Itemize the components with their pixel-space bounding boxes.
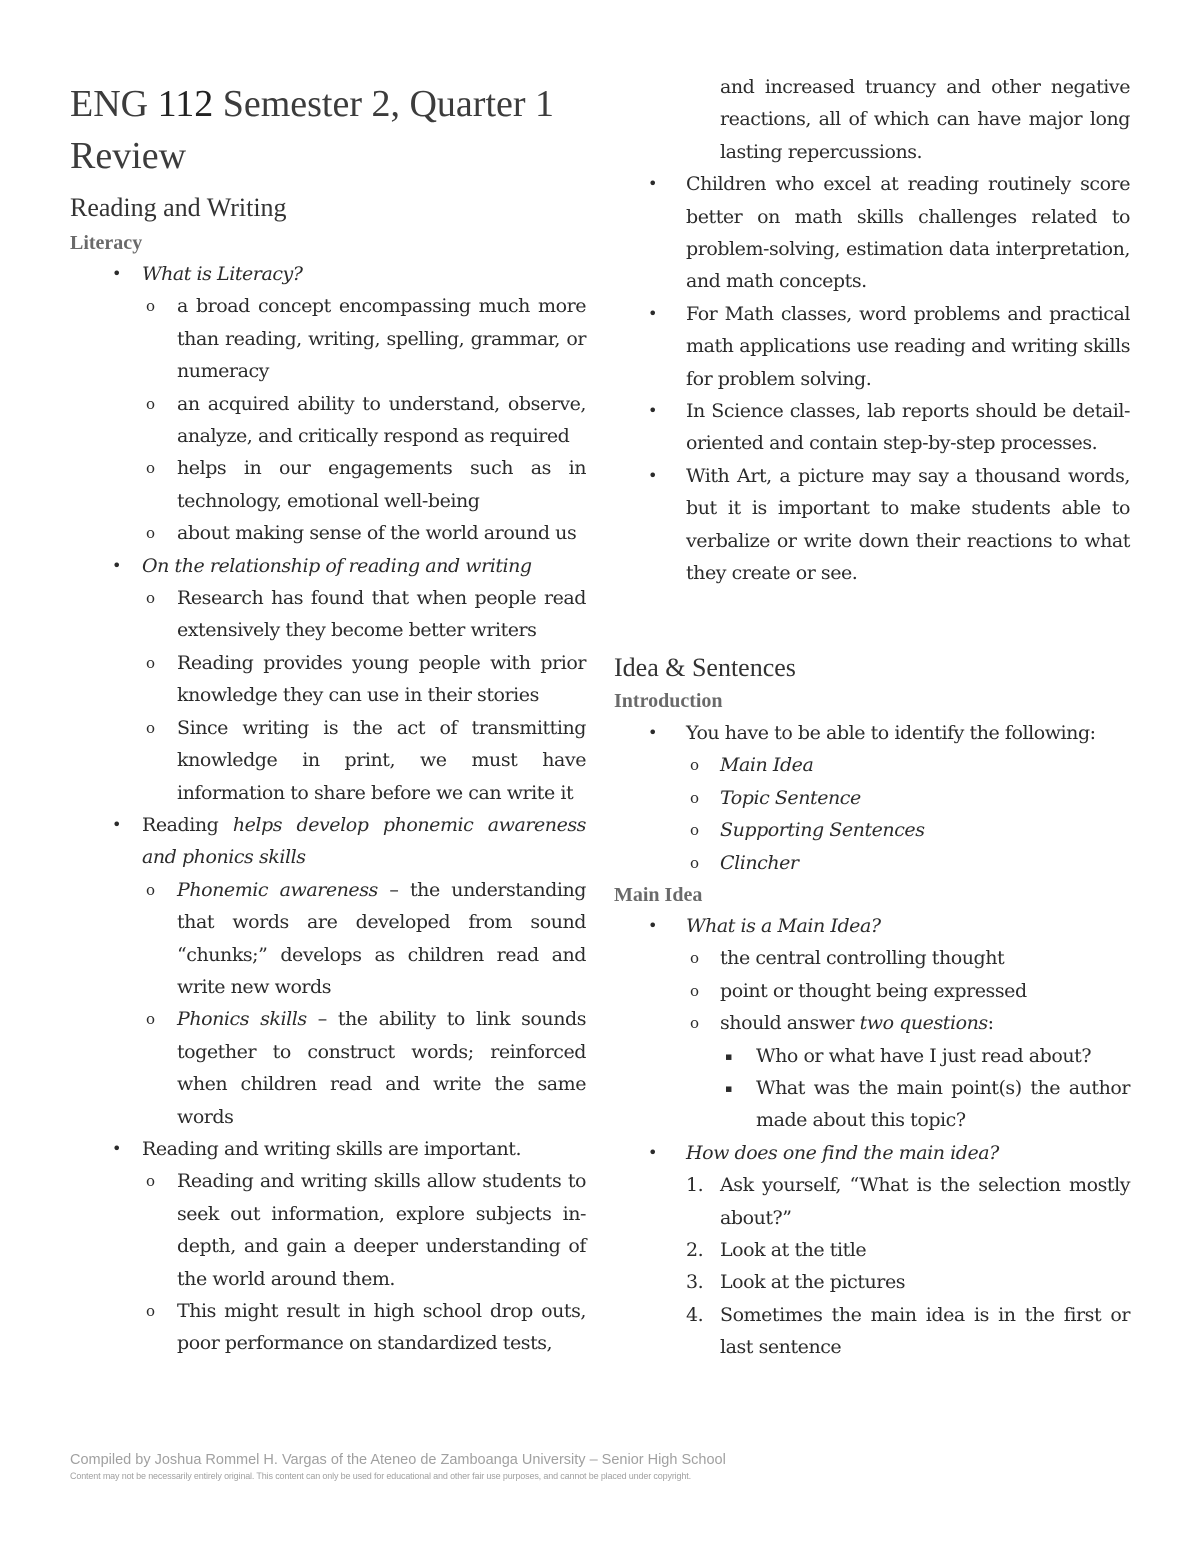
list-item: • With Art, a picture may say a thousand words, but it is important to make students able to verbalize or write down their reactions to what they create or see. (648, 464, 1130, 585)
list-item: o about making sense of the world around us (146, 522, 577, 545)
footer-credit: Compiled by Joshua Rommel H. Vargas of the Ateneo de Zamboanga University – Senior High School (70, 1452, 726, 1468)
list-item: ▪ Who or what have I just read about? (725, 1044, 1092, 1067)
list-item: o Research has found that when people read extensively they become better writers (146, 587, 586, 642)
list-item: 4. Sometimes the main idea is in the first or last sentence (686, 1303, 1130, 1359)
list-item: • What is a Main Idea? (648, 915, 881, 937)
introduction-list (614, 717, 1130, 879)
list-item: o Phonemic awareness – the understanding that words are developed from sound “chunks;” develops as children read and write new words (146, 878, 586, 998)
subsection-heading-main-idea: Main Idea (614, 884, 703, 906)
list-item: • What is Literacy? (112, 263, 303, 285)
main-idea-list (614, 910, 1130, 1364)
list-item: • You have to be able to identify the following: (648, 722, 1096, 744)
subsection-heading-literacy: Literacy (70, 232, 143, 254)
subsection-heading-introduction: Introduction (614, 690, 723, 712)
footer-disclaimer: Content may not be necessarily entirely original. This content can only be used for educational and other fair use purposes, and cannot be placed under copyright. (70, 1471, 691, 1481)
list-item: o Supporting Sentences (690, 819, 925, 842)
list-item: • Reading helps develop phonemic awareness and phonics skills (112, 813, 586, 869)
list-item: 2. Look at the title (686, 1239, 867, 1262)
list-item: o Clincher (690, 851, 799, 874)
literacy-list (70, 258, 586, 1360)
section-heading-idea-sentences: Idea & Sentences (614, 653, 796, 682)
list-item: 3. Look at the pictures (686, 1271, 906, 1294)
list-item: ▪ What was the main point(s) the author made about this topic? (725, 1077, 1130, 1132)
list-item: o Main Idea (690, 754, 814, 777)
list-item: • On the relationship of reading and writing (112, 554, 532, 577)
list-item: o point or thought being expressed (690, 979, 1027, 1002)
list-item: • Reading and writing skills are important. (112, 1137, 522, 1160)
list-item: o should answer two questions: (690, 1012, 994, 1035)
reading-importance-list (614, 71, 1130, 590)
list-item: • In Science classes, lab reports should be detail-oriented and contain step-by-step processes. (648, 400, 1130, 455)
section-heading-reading-writing: Reading and Writing (70, 193, 287, 222)
list-item-continued: and increased truancy and other negative reactions, all of which can have major long lasting repercussions. (720, 76, 1130, 163)
list-item: o Reading and writing skills allow students to seek out information, explore subjects in-depth, and gain a deeper understanding of the world around them. (146, 1170, 586, 1290)
list-item: o helps in our engagements such as in technology, emotional well-being (146, 457, 586, 512)
list-item: • Children who excel at reading routinely score better on math skills challenges related to problem-solving, estimation data interpretation, and math concepts. (648, 173, 1130, 293)
list-item: • For Math classes, word problems and practical math applications use reading and writing skills for problem solving. (648, 302, 1130, 390)
list-item: 1. Ask yourself, “What is the selection mostly about?” (686, 1174, 1130, 1229)
footer (70, 1450, 1130, 1482)
list-item: o an acquired ability to understand, observe, analyze, and critically respond as required (146, 392, 586, 448)
list-item: o the central controlling thought (690, 947, 1005, 970)
list-item: o This might result in high school drop outs, poor performance on standardized tests, (146, 1300, 586, 1355)
list-item: o Topic Sentence (690, 786, 861, 809)
list-item: o Reading provides young people with prior knowledge they can use in their stories (146, 651, 586, 707)
page-title: ENG 112 Semester 2, Quarter 1 Review (70, 83, 555, 177)
list-item: • How does one find the main idea? (648, 1141, 999, 1164)
list-item: o a broad concept encompassing much more than reading, writing, spelling, grammar, or numeracy (146, 295, 586, 383)
list-item: o Phonics skills – the ability to link sounds together to construct words; reinforced when children read and write the same words (146, 1008, 586, 1128)
list-item: o Since writing is the act of transmitting knowledge in print, we must have information to share before we can write it (146, 716, 586, 804)
